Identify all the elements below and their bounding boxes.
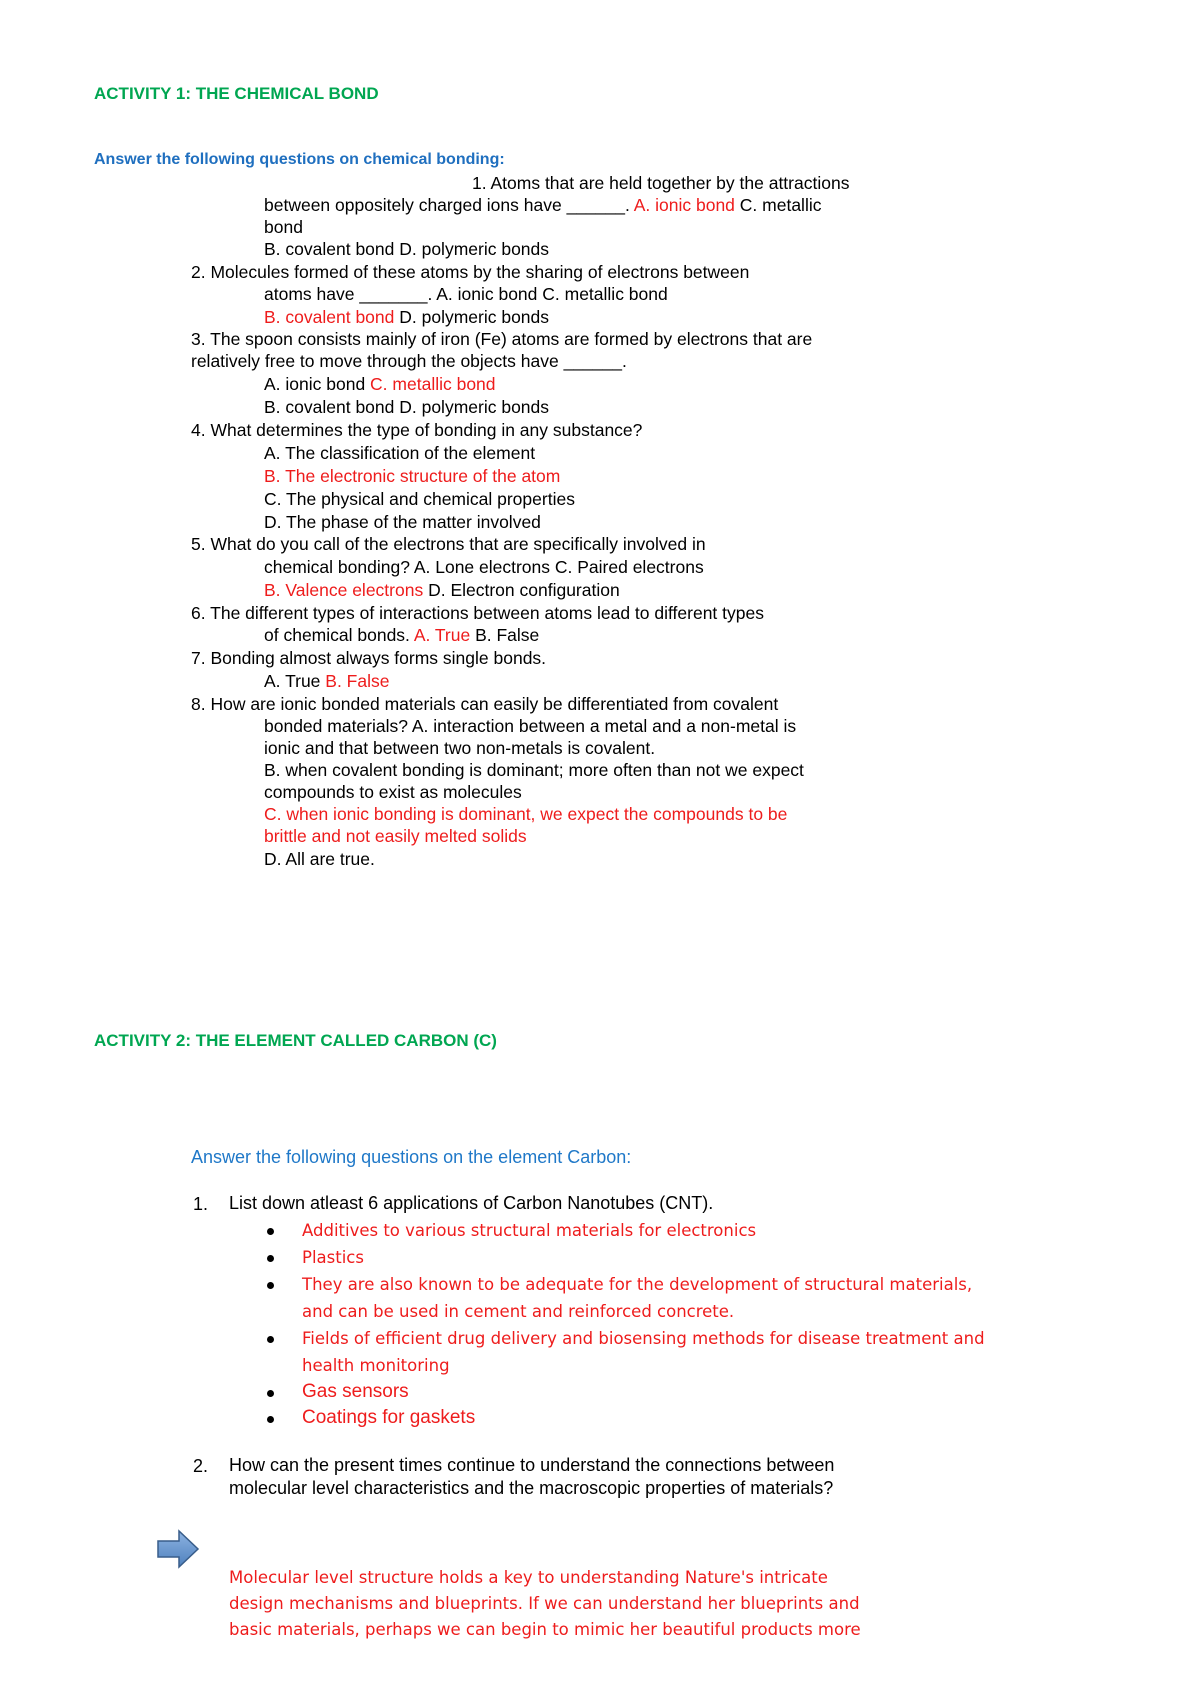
- answer-highlight: C. when ionic bonding is dominant, we expect the compounds to be: [264, 804, 788, 824]
- question-text: C. metallic: [734, 195, 822, 215]
- answer-line: Molecular level structure holds a key to understanding Nature's intricate: [229, 1568, 828, 1587]
- question-text: B. covalent bond D. polymeric bonds: [264, 239, 550, 259]
- question-line: [264, 737, 655, 760]
- question-text: A. ionic bond: [264, 374, 371, 394]
- question-text: 5. What do you call of the electrons that are specifically involved in: [191, 534, 706, 554]
- answer-highlight: B. Valence electrons: [264, 580, 424, 600]
- question-line: [264, 624, 539, 647]
- question-text: bonded materials? A. interaction between a metal and a non-metal is: [264, 716, 797, 736]
- question-text: D. The phase of the matter involved: [264, 512, 541, 532]
- question-text: B. False: [470, 625, 540, 645]
- question-line: [264, 556, 704, 579]
- bullet-icon: [267, 1255, 274, 1262]
- question-text: D. Electron configuration: [423, 580, 620, 600]
- question-line: [264, 306, 549, 329]
- activity2-instruction: Answer the following questions on the element Carbon:: [191, 1147, 632, 1167]
- answer-highlight: B. covalent bond: [264, 307, 395, 327]
- answer-line: basic materials, perhaps we can begin to mimic her beautiful products more: [229, 1620, 861, 1639]
- question-text: 1. Atoms that are held together by the attractions: [472, 173, 850, 193]
- question-line: [191, 693, 778, 716]
- cnt-application-item: They are also known to be adequate for the development of structural materials,: [302, 1275, 973, 1294]
- question-line: [472, 172, 849, 195]
- question-text: 7. Bonding almost always forms single bonds.: [191, 648, 547, 668]
- question-line: [264, 442, 535, 465]
- answer-highlight: B. The electronic structure of the atom: [264, 466, 561, 486]
- question-line: [264, 781, 522, 804]
- question-text: ionic and that between two non-metals is covalent.: [264, 738, 656, 758]
- question-text: of chemical bonds.: [264, 625, 414, 645]
- question-text: 6. The different types of interactions between atoms lead to different types: [191, 603, 764, 623]
- bullet-icon: [267, 1416, 274, 1423]
- cnt-application-item: Coatings for gaskets: [302, 1407, 476, 1428]
- question-line: [264, 825, 527, 848]
- question-2-line: molecular level characteristics and the macroscopic properties of materials?: [229, 1478, 834, 1498]
- answer-highlight: A. True: [413, 625, 471, 645]
- cnt-application-item: and can be used in cement and reinforced concrete.: [302, 1302, 735, 1321]
- answer-line: design mechanisms and blueprints. If we can understand her blueprints and: [229, 1594, 860, 1613]
- question-text: D. All are true.: [264, 849, 375, 869]
- question-line: [264, 373, 496, 396]
- answer-highlight: A. ionic bond: [633, 195, 735, 215]
- question-line: [264, 511, 541, 534]
- question-line: [264, 759, 804, 782]
- question-text: bond: [264, 217, 303, 237]
- activity1-title: ACTIVITY 1: THE CHEMICAL BOND: [94, 84, 379, 103]
- cnt-application-item: Gas sensors: [302, 1381, 409, 1402]
- question-line: [264, 803, 787, 826]
- question-text: between oppositely charged ions have ______.: [264, 195, 634, 215]
- question-text: 4. What determines the type of bonding in any substance?: [191, 420, 643, 440]
- question-line: [264, 579, 620, 602]
- question-text: 8. How are ionic bonded materials can easily be differentiated from covalent: [191, 694, 779, 714]
- activity2-title: ACTIVITY 2: THE ELEMENT CALLED CARBON (C): [94, 1031, 497, 1050]
- question-2-line: How can the present times continue to understand the connections between: [229, 1455, 835, 1475]
- question-text: A. The classification of the element: [264, 443, 536, 463]
- question-line: [191, 261, 749, 284]
- question-line: [191, 419, 642, 442]
- question-text: compounds to exist as molecules: [264, 782, 522, 802]
- question-text: D. polymeric bonds: [394, 307, 550, 327]
- question-line: [264, 465, 560, 488]
- question-text: A. True: [264, 671, 326, 691]
- cnt-application-item: Fields of efficient drug delivery and biosensing methods for disease treatment and: [302, 1329, 985, 1348]
- question-line: [191, 350, 627, 373]
- question-line: [264, 396, 549, 419]
- question-1-text: List down atleast 6 applications of Carbon Nanotubes (CNT).: [229, 1193, 714, 1213]
- question-line: [264, 283, 668, 306]
- question-line: [264, 488, 575, 511]
- question-line: [191, 602, 764, 625]
- bullet-icon: [267, 1336, 274, 1343]
- question-line: [191, 647, 546, 670]
- question-line: [264, 194, 821, 217]
- bullet-icon: [267, 1282, 274, 1289]
- cnt-application-item: health monitoring: [302, 1356, 450, 1375]
- question-text: 2. Molecules formed of these atoms by the sharing of electrons between: [191, 262, 750, 282]
- question-line: [264, 715, 796, 738]
- question-text: B. covalent bond D. polymeric bonds: [264, 397, 550, 417]
- answer-highlight: brittle and not easily melted solids: [264, 826, 527, 846]
- bullet-icon: [267, 1228, 274, 1235]
- cnt-application-item: Plastics: [302, 1248, 364, 1267]
- bullet-icon: [267, 1390, 274, 1397]
- arrow-right-icon: [155, 1528, 201, 1572]
- question-line: [191, 328, 812, 351]
- question-number: 1.: [193, 1194, 209, 1214]
- activity1-instruction: Answer the following questions on chemical bonding:: [94, 151, 505, 168]
- question-text: atoms have _______. A. ionic bond C. metallic bond: [264, 284, 668, 304]
- question-text: relatively free to move through the objects have ______.: [191, 351, 627, 371]
- cnt-application-item: Additives to various structural materials for electronics: [302, 1221, 757, 1240]
- question-text: B. when covalent bonding is dominant; more often than not we expect: [264, 760, 804, 780]
- question-text: C. The physical and chemical properties: [264, 489, 575, 509]
- question-line: [264, 848, 375, 871]
- question-line: [264, 238, 549, 261]
- question-text: 3. The spoon consists mainly of iron (Fe) atoms are formed by electrons that are: [191, 329, 813, 349]
- answer-highlight: C. metallic bond: [370, 374, 496, 394]
- question-number: 2.: [193, 1456, 209, 1476]
- answer-highlight: B. False: [325, 671, 390, 691]
- question-line: [191, 533, 706, 556]
- question-text: chemical bonding? A. Lone electrons C. Paired electrons: [264, 557, 704, 577]
- question-line: [264, 670, 389, 693]
- question-line: [264, 216, 303, 239]
